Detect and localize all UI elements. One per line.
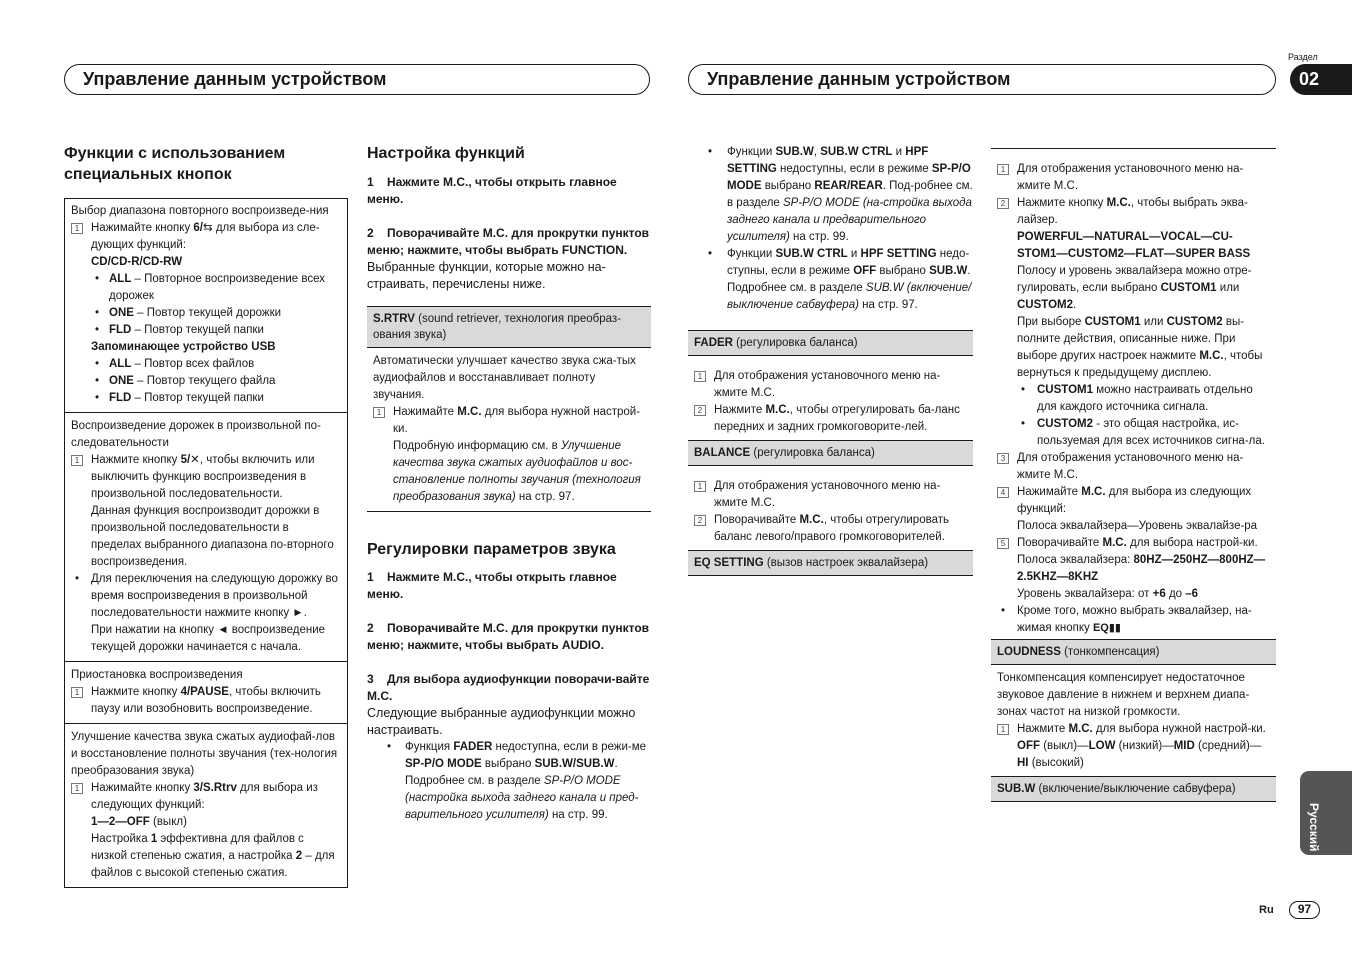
pause-section	[65, 661, 347, 723]
step-number-icon: 3	[997, 453, 1009, 464]
list-item: • CUSTOM1 можно настраивать отдельно для каждого источника сигнала.	[1017, 382, 1270, 416]
list-item: 1 Нажмите кнопку 5/✕, чтобы включить или выключить функцию воспроизведения в произвольной последовательности. Данная функция воспроизводит дорожки в произвольной последовательности в пределах выбранного диапазона по-вторного воспроизведения.	[71, 452, 341, 571]
section-number-badge: 02	[1290, 64, 1352, 95]
list-item: • Функции SUB.W CTRL и HPF SETTING недо-ступны, если в режиме OFF выбрано SUB.W. Подробнее см. в разделе SUB.W (включение/выключение сабвуфера) на стр. 97.	[708, 248, 972, 311]
step-number-icon: 2	[694, 405, 706, 416]
step-number-icon: 1	[71, 783, 83, 794]
list-item: 5 Поворачивайте M.C. для выбора настрой-ки. Полоса эквалайзера: 80HZ—250HZ—800HZ—2.5KHZ—8KHZ Уровень эквалайзера: от +6 до –6	[997, 535, 1270, 603]
list-item: 1 Для отображения установочного меню на-жмите M.C.	[694, 478, 967, 512]
step-number-icon: 1	[997, 164, 1009, 175]
list-item: • FLD – Повтор текущей папки	[71, 390, 341, 407]
subwoofer-bar: SUB.W (включение/выключение сабвуфера)	[991, 776, 1276, 802]
column-audio-1	[688, 144, 973, 576]
list-item: 1 Нажимайте кнопку 3/S.Rtrv для выбора из следующих функций: 1—2—OFF (выкл) Настройка 1 эффективна для файлов с низкой степенью сжатия, а настройка 2 – для файлов с высокой степенью сжатия.	[71, 780, 341, 882]
usb-label: Запоминающее устройство USB	[91, 341, 276, 353]
step-number-icon: 1	[694, 371, 706, 382]
step: 1 Нажмите M.C., чтобы открыть главное меню.	[367, 175, 617, 206]
list-item: 2 Нажмите кнопку M.C., чтобы выбрать эква-лайзер. POWERFUL—NATURAL—VOCAL—CU-STOM1—CUSTOM2—FLAT—SUPER BASS Полосу и уровень эквалайзера можно отре-гулировать, если выбрано CUSTOM1 или CUSTOM2. При выборе CUSTOM1 или CUSTOM2 вы-полните действия, описанные ниже. При выборе других настроек нажмите M.C., чтобы вернуться к предыдущему дисплею. • CUSTOM1 можно настраивать отдельно для каждого источника сигнала. • CUSTOM2 - это общая настройка, ис-пользуемая для всех источников сигна-ла.	[997, 195, 1270, 450]
page-title-right: Управление данным устройством	[688, 64, 1276, 95]
list-item: 1 Для отображения установочного меню на-жмите M.C.	[694, 368, 967, 402]
step-number-icon: 1	[997, 724, 1009, 735]
equalizer-icon: EQ▮▮	[1092, 622, 1121, 634]
column-functions	[367, 143, 651, 824]
repeat-section	[65, 199, 347, 412]
list-item: 1 Нажмите кнопку 4/PAUSE, чтобы включить паузу или возобновить воспроизведение.	[71, 684, 341, 718]
step-note: Данная функция воспроизводит дорожки в произвольной последовательности в пределах выбранного диапазона по-вторного воспроизведения.	[91, 505, 334, 568]
srtrv-bar: S.RTRV (sound retriever, технология преобраз-ования звука)	[367, 306, 651, 348]
step-text: для выбора из сле-дующих функций:	[91, 222, 320, 251]
step: 2 Поворачивайте M.C. для прокрутки пунктов меню; нажмите, чтобы выбрать FUNCTION.	[367, 226, 650, 257]
srtrv-block	[367, 348, 651, 511]
list-item: 1 Нажимайте M.C. для выбора нужной настрой-ки. Подробную информацию см. в Улучшение качества звука сжатых аудиофайлов и вос-становление полноты звучания (технология преобразования звука) на стр. 97.	[373, 404, 645, 506]
step-number-icon: 1	[71, 455, 83, 466]
list-item: • FLD – Повтор текущей папки	[71, 322, 341, 339]
footer-language: Ru	[1259, 904, 1274, 916]
loudness-bar: LOUDNESS (тонкомпенсация)	[991, 639, 1276, 665]
language-label: Русский	[1307, 803, 1321, 852]
step: 3 Для выбора аудиофункции поворачи-вайте M.C.	[367, 672, 650, 703]
list-item: • Кроме того, можно выбрать эквалайзер, на-жимая кнопку EQ▮▮	[997, 603, 1270, 637]
loudness-block	[991, 665, 1276, 776]
section-heading: Функции с использованием специальных кнопок	[64, 145, 286, 183]
list-item: 3 Для отображения установочного меню на-жмите M.C.	[997, 450, 1270, 484]
step-number-icon: 4	[997, 487, 1009, 498]
step-number-icon: 2	[997, 198, 1009, 209]
eq-setting-bar: EQ SETTING (вызов настроек эквалайзера)	[688, 550, 973, 576]
list-item: 1 Нажмите M.C. для выбора нужной настрой-ки. OFF (выкл)—LOW (низкий)—MID (средний)—HI (высокий)	[997, 721, 1270, 772]
balance-bar: BALANCE (регулировка баланса)	[688, 440, 973, 466]
step-body: Выбранные функции, которые можно на-страивать, перечислены ниже.	[367, 260, 606, 291]
srtrv-section	[65, 723, 347, 887]
list-item: 2 Нажмите M.C., чтобы отрегулировать ба-ланс передних и задних громкоговорите-лей.	[694, 402, 967, 436]
column-special-buttons	[64, 143, 348, 888]
section-heading: Регулировки параметров звука	[367, 541, 616, 558]
step-number-icon: 1	[71, 223, 83, 234]
list-item: 4 Нажимайте M.C. для выбора из следующих функций: Полоса эквалайзера—Уровень эквалайзе-ра	[997, 484, 1270, 535]
list-item: • Функция FADER недоступна, если в режи-ме SP-P/O MODE выбрано SUB.W/SUB.W. Подробнее см. в разделе SP-P/O MODE (настройка выхода заднего канала и пред-варительного усилителя) на стр. 99.	[387, 741, 647, 821]
cd-label: CD/CD-R/CD-RW	[91, 256, 183, 268]
shuffle-icon: ✕	[190, 454, 200, 466]
random-title: Воспроизведение дорожек в произвольной по-следовательности	[71, 420, 321, 449]
page-title-left: Управление данным устройством	[64, 64, 650, 95]
section-label: Раздел	[1288, 52, 1318, 62]
step: 1 Нажмите M.C., чтобы открыть главное меню.	[367, 570, 617, 601]
list-item: • CUSTOM2 - это общая настройка, ис-пользуемая для всех источников сигна-ла.	[1017, 416, 1270, 450]
section-heading: Настройка функций	[367, 145, 525, 162]
list-item	[71, 220, 341, 254]
balance-block	[688, 466, 973, 550]
page-number: 97	[1289, 901, 1320, 919]
step-number-icon: 5	[997, 538, 1009, 549]
fader-block	[688, 356, 973, 440]
step-text: Нажимайте кнопку	[91, 222, 191, 234]
column-audio-2	[991, 148, 1276, 802]
list-item: • ALL – Повтор всех файлов	[71, 356, 341, 373]
step: 2 Поворачивайте M.C. для прокрутки пунктов меню; нажмите, чтобы выбрать AUDIO.	[367, 621, 650, 652]
random-section	[65, 412, 347, 661]
srtrv-title: Улучшение качества звука сжатых аудиофай-лов и восстановление полноты звучания (тех-нология преобразования звука)	[71, 731, 338, 777]
loudness-description: Тонкомпенсация компенсирует недостаточное звуковое давление в нижнем и верхнем диапа-зонах частот на низкой громкости.	[997, 672, 1250, 718]
list-item: • Функции SUB.W, SUB.W CTRL и HPF SETTING недоступны, если в режиме SP-P/O MODE выбрано REAR/REAR. Под-робнее см. в разделе SP-P/O MODE (на-стройка выхода заднего канала и предварительного усилителя) на стр. 99.	[708, 146, 973, 243]
button-label: 6/	[193, 222, 203, 234]
fader-bar: FADER (регулировка баланса)	[688, 330, 973, 356]
step-number-icon: 1	[373, 407, 385, 418]
pause-title: Приостановка воспроизведения	[71, 669, 243, 681]
repeat-title: Выбор диапазона повторного воспроизведе-ния	[71, 205, 329, 217]
step-number-icon: 2	[694, 515, 706, 526]
list-item: 1 Для отображения установочного меню на-жмите M.C.	[997, 161, 1270, 195]
function-table	[64, 198, 348, 888]
repeat-icon: ⇆	[202, 222, 213, 234]
step-number-icon: 1	[71, 687, 83, 698]
srtrv-description: Автоматически улучшает качество звука сжа-тых аудиофайлов и восстанавливает полноту звучания.	[373, 355, 636, 401]
list-item: 2 Поворачивайте M.C., чтобы отрегулировать баланс левого/правого громкоговорителей.	[694, 512, 967, 546]
list-item: • Для переключения на следующую дорожку во время воспроизведения в произвольной последовательности нажмите кнопку ►. При нажатии на кнопку ◄ воспроизведение текущей дорожки начинается с начала.	[71, 571, 341, 656]
list-item: • ONE – Повтор текущего файла	[71, 373, 341, 390]
step-body: Следующие выбранные аудиофункции можно настраивать.	[367, 706, 636, 737]
step-number-icon: 1	[694, 481, 706, 492]
list-item: • ALL – Повторное воспроизведение всех дорожек	[71, 271, 341, 305]
list-item: • ONE – Повтор текущей дорожки	[71, 305, 341, 322]
